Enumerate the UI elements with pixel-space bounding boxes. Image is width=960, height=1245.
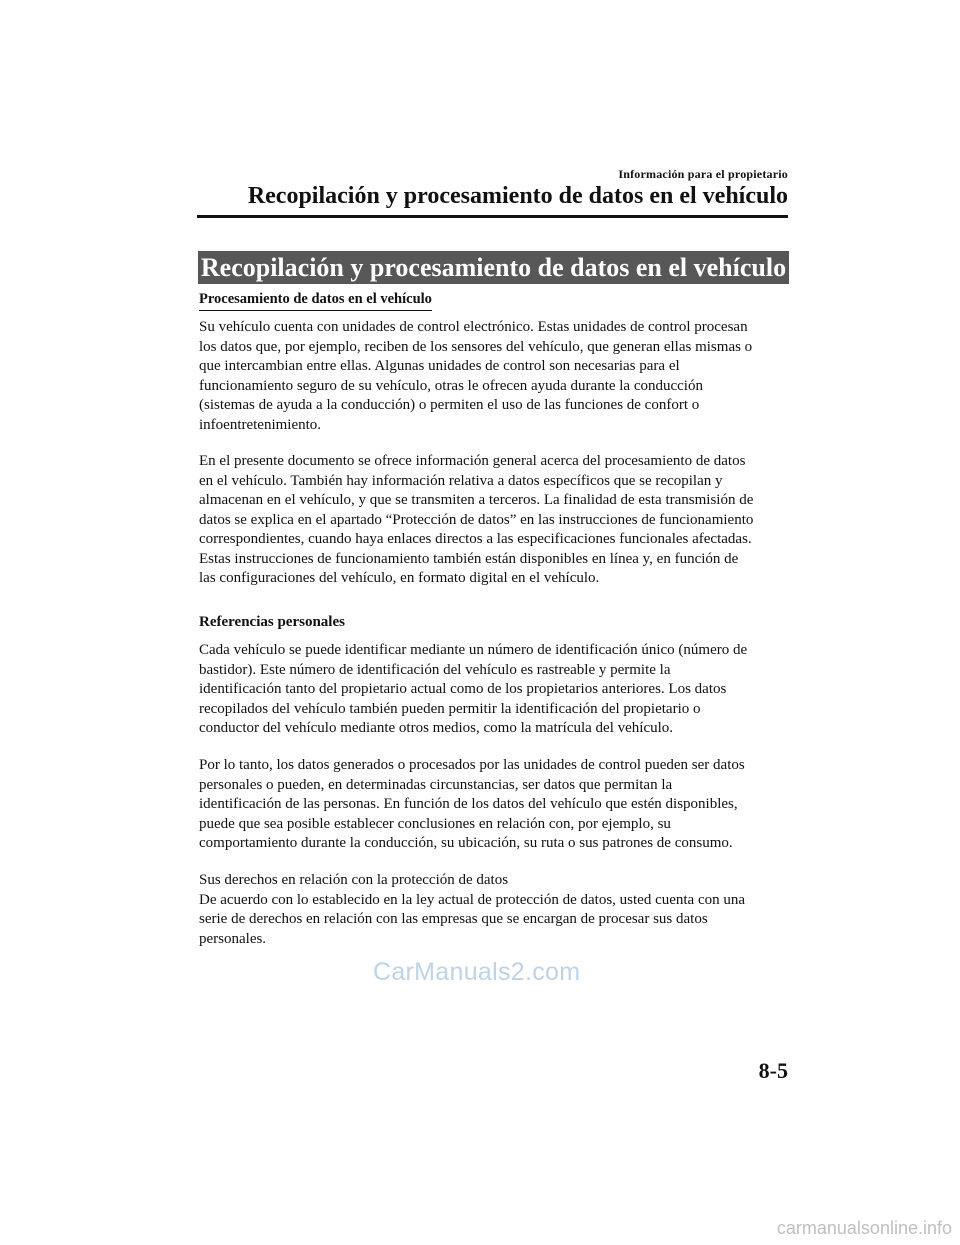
text-line: identificación tanto del propietario actual como de los propietarios anteriores. Los datos — [199, 681, 727, 697]
text-line: De acuerdo con lo establecido en la ley actual de protección de datos, usted cuenta con una — [199, 891, 746, 908]
text-line: recopilados del vehículo también pueden permitir la identificación del propietario o — [199, 700, 701, 717]
paragraph-vin — [199, 641, 795, 739]
paragraph-general-info — [199, 452, 795, 589]
text-line: funcionamiento seguro de su vehículo, otras le ofrecen ayuda durante la conducción — [199, 377, 703, 394]
paragraph-intro — [199, 318, 795, 435]
text-line: almacenan en el vehículo, y que se transmiten a terceros. La finalidad de esta transmisión de — [199, 492, 754, 508]
text-line: (sistemas de ayuda a la conducción) o permiten el uso de las funciones de confort o — [199, 397, 700, 413]
text-line: personales o pueden, en determinadas circunstancias, ser datos que permitan la — [199, 776, 673, 793]
text-line: Su vehículo cuenta con unidades de control electrónico. Estas unidades de control procesan — [199, 319, 748, 335]
text-line: personales. — [199, 930, 267, 947]
text-line: los datos que, por ejemplo, reciben de los sensores del vehículo, que generan ellas mismas o — [199, 338, 753, 355]
section-label: Información para el propietario — [618, 167, 788, 181]
text-line: que intercambian entre ellas. Algunas unidades de control son necesarias para el — [199, 358, 680, 374]
watermark-text: CarManuals2.com — [373, 958, 581, 986]
text-line: conductor del vehículo mediante otros medios, como la matrícula del vehículo. — [199, 720, 674, 736]
text-line: infoentretenimiento. — [199, 416, 322, 433]
paragraph-personal-data — [199, 756, 795, 854]
text-line: Por lo tanto, los datos generados o procesados por las unidades de control pueden ser datos — [199, 757, 745, 773]
section-banner: Recopilación y procesamiento de datos en el vehículo — [198, 251, 789, 284]
text-line: las configuraciones del vehículo, en formato digital en el vehículo. — [199, 570, 600, 586]
text-line: correspondientes, cuando haya enlaces directos a las especificaciones funcionales afectadas. — [199, 531, 752, 547]
text-line: serie de derechos en relación con las empresas que se encargan de procesar sus datos — [199, 911, 708, 927]
text-line: Sus derechos en relación con la protección de datos — [199, 872, 509, 888]
header-divider — [197, 215, 788, 218]
text-line: Cada vehículo se puede identificar mediante un número de identificación único (número de — [199, 642, 748, 658]
text-line: en el vehículo. También hay información relativa a datos específicos que se recopilan y — [199, 472, 723, 489]
subheading: Procesamiento de datos en el vehículo — [199, 291, 432, 311]
text-line: identificación de las personas. En función de los datos del vehículo que estén disponibles, — [199, 796, 738, 812]
page-title: Recopilación y procesamiento de datos en el vehículo — [247, 183, 788, 209]
text-line: datos se explica en el apartado “Protección de datos” en las instrucciones de funcionamiento — [199, 511, 754, 528]
personal-references-heading: Referencias personales — [199, 614, 345, 630]
page-number: 8-5 — [758, 1058, 788, 1083]
text-line: En el presente documento se ofrece información general acerca del procesamiento de datos — [199, 453, 746, 469]
footer-watermark: carmanualsonline.info — [776, 1218, 952, 1238]
text-line: Estas instrucciones de funcionamiento también están disponibles en línea y, en función de — [199, 550, 739, 567]
text-line: puede que sea posible establecer conclusiones en relación con, por ejemplo, su — [199, 815, 671, 832]
text-line: bastidor). Este número de identificación del vehículo es rastreable y permite la — [199, 661, 671, 678]
paragraph-rights — [199, 871, 795, 949]
text-line: comportamiento durante la conducción, su ubicación, su ruta o sus patrones de consumo. — [199, 835, 733, 851]
